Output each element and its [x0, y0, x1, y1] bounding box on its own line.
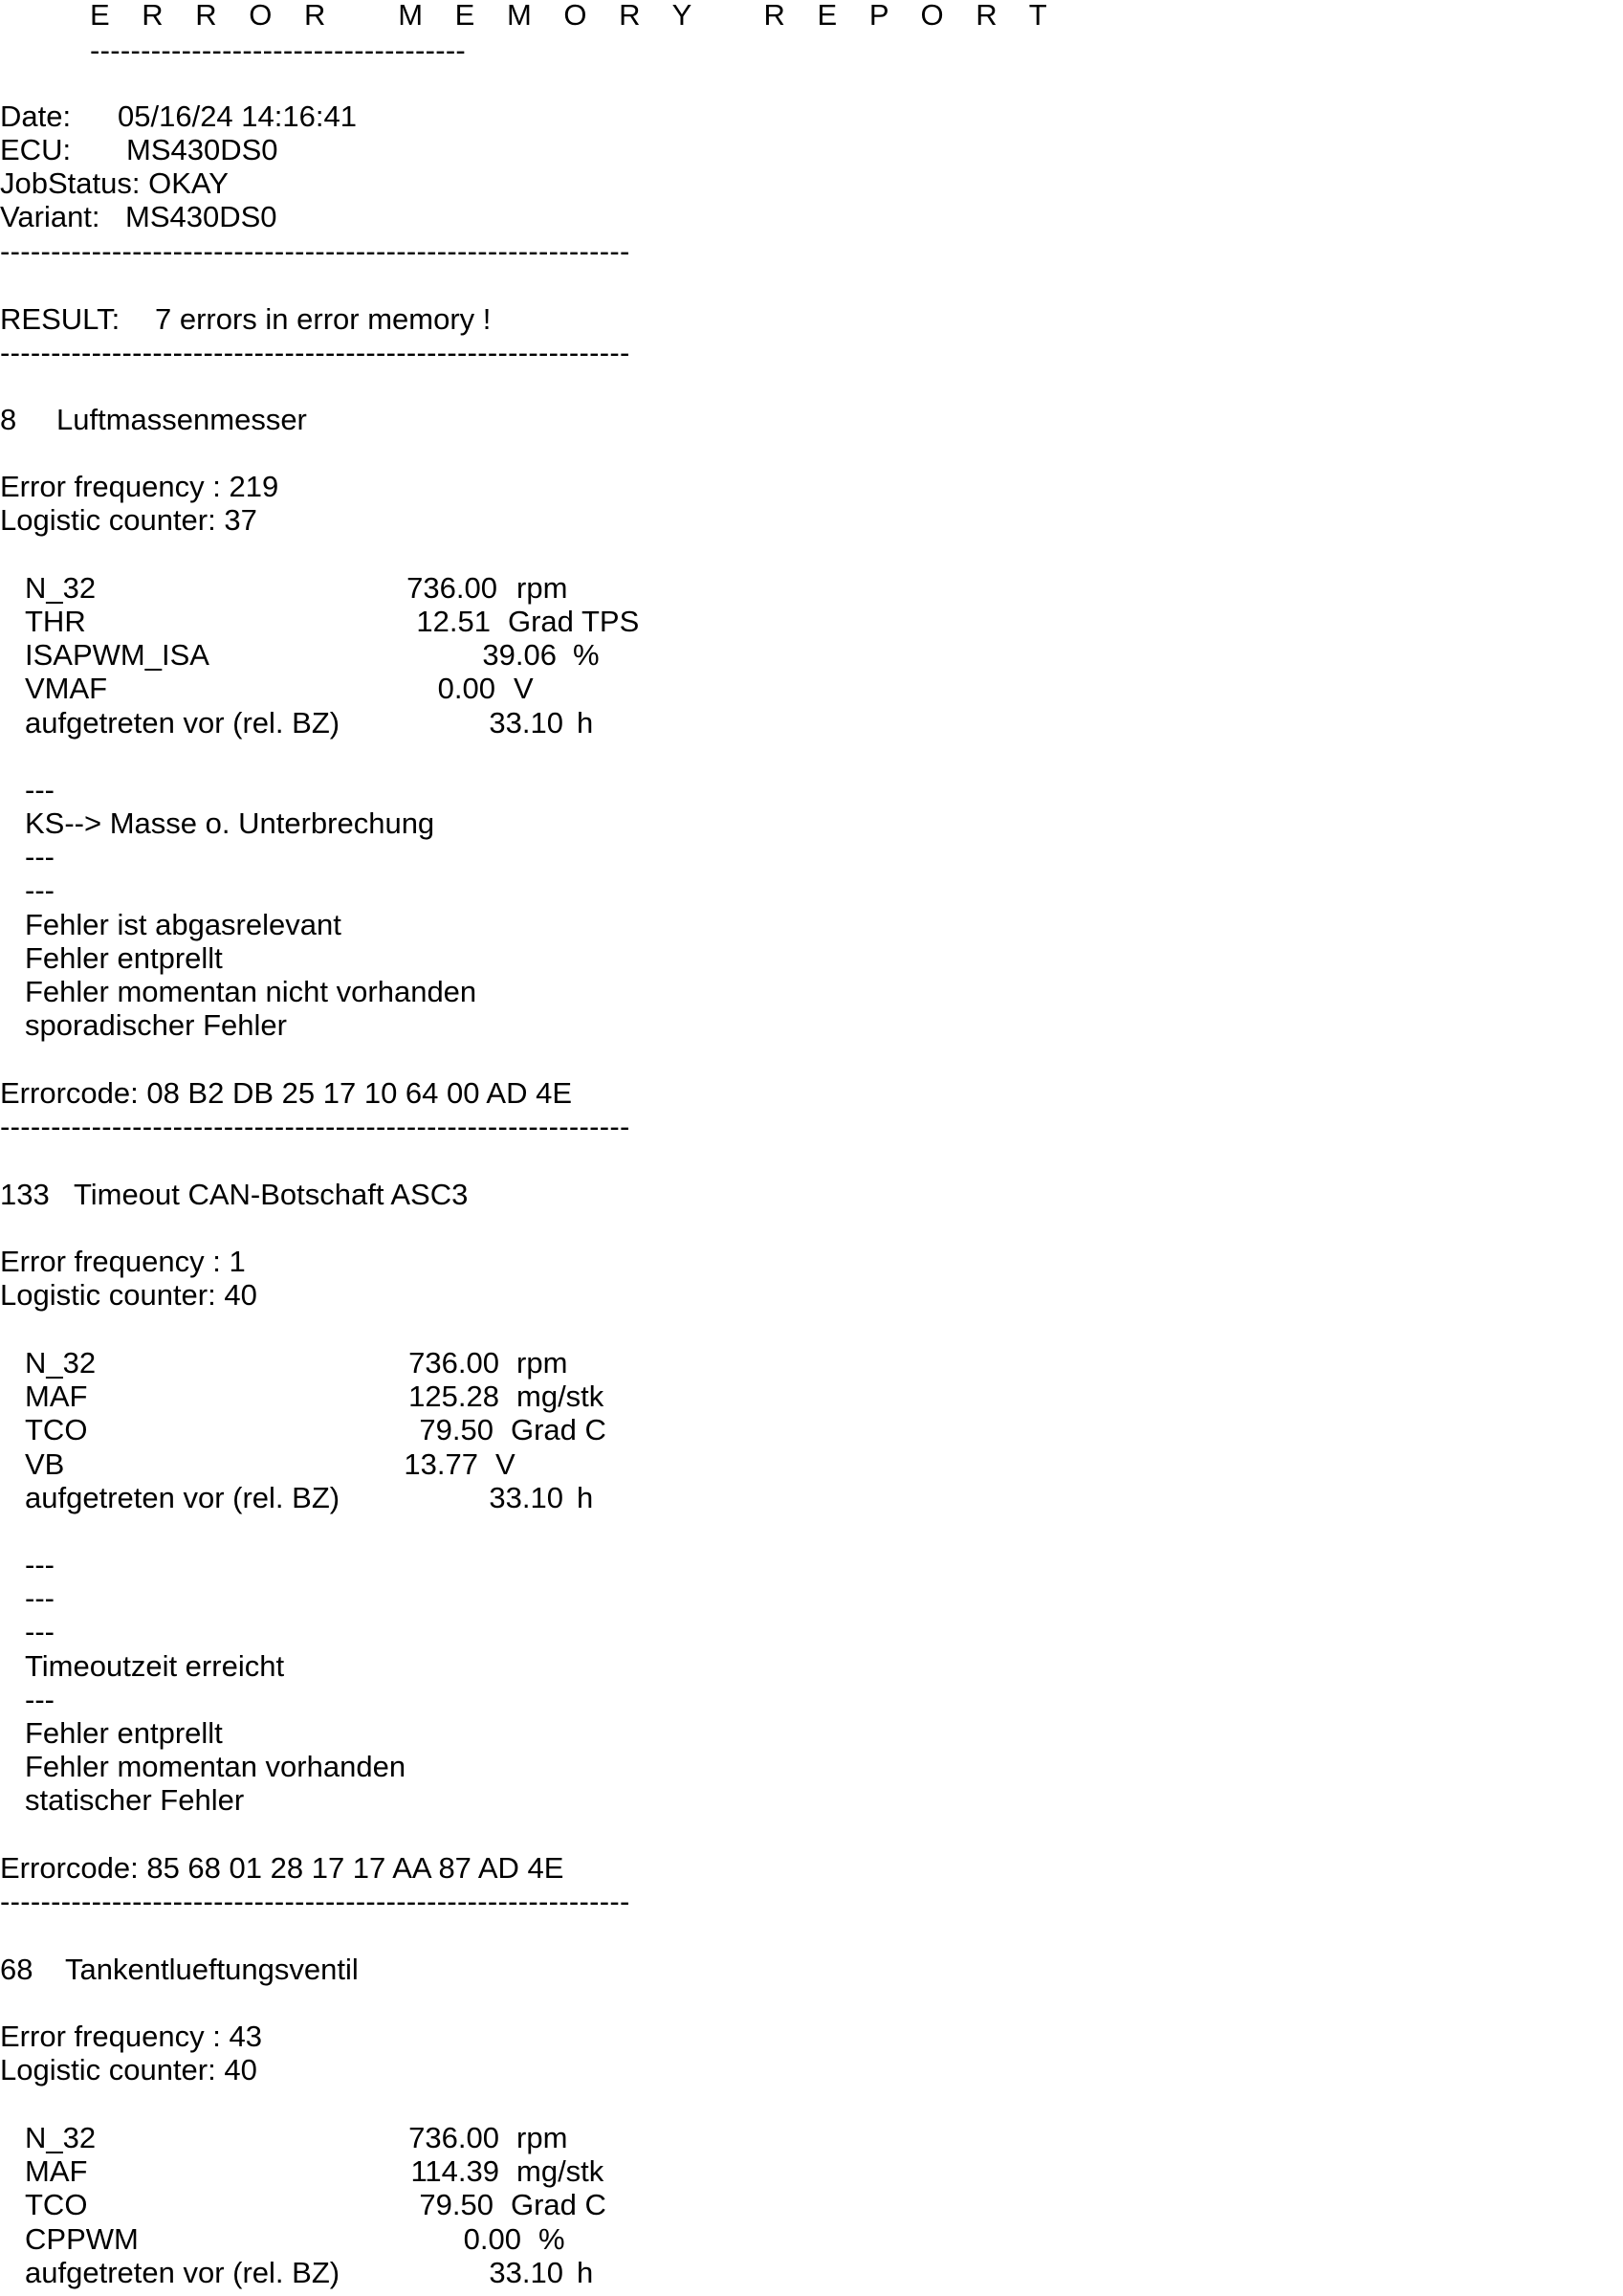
param-unit: rpm [516, 1346, 568, 1380]
error-note: --- [25, 873, 55, 907]
error-note: KS--> Masse o. Unterbrechung [25, 806, 435, 840]
param-name: TCO [25, 1413, 88, 1446]
separator: -------------------------------------------------------------- [0, 336, 630, 369]
param-value: 736.00 [408, 1346, 499, 1380]
error-frequency: Error frequency : 43 [0, 2020, 262, 2053]
param-unit: h [577, 2256, 594, 2289]
param-value: 33.10 [489, 2256, 563, 2289]
param-unit: rpm [516, 571, 568, 605]
error-note: --- [25, 1548, 55, 1581]
param-name: N_32 [25, 1346, 97, 1380]
separator: -------------------------------------------------------------- [0, 1110, 630, 1143]
param-name: TCO [25, 2188, 88, 2221]
param-name: VB [25, 1447, 65, 1481]
param-value: 0.00 [437, 672, 495, 705]
error-code-hex: Errorcode: 85 68 01 28 17 17 AA 87 AD 4E [0, 1851, 564, 1885]
job-status: JobStatus: OKAY [0, 166, 229, 200]
title-underline: ------------------------------------- [90, 33, 467, 67]
param-unit: h [577, 706, 594, 740]
param-value: 39.06 [482, 638, 557, 672]
ecu-label: ECU: [0, 133, 72, 166]
error-frequency: Error frequency : 1 [0, 1245, 246, 1278]
error-note: --- [25, 1683, 55, 1716]
error-note: statischer Fehler [25, 1783, 245, 1817]
param-unit: Grad TPS [508, 605, 640, 638]
error-note: Fehler ist abgasrelevant [25, 908, 341, 941]
error-name: Timeout CAN-Botschaft ASC3 [74, 1178, 469, 1211]
param-value: 33.10 [489, 706, 563, 740]
param-name: N_32 [25, 571, 97, 605]
param-unit: % [573, 638, 600, 672]
error-note: Fehler momentan vorhanden [25, 1750, 406, 1783]
error-note: Fehler entprellt [25, 1716, 223, 1750]
error-name: Luftmassenmesser [56, 403, 307, 436]
error-note: --- [25, 1615, 55, 1648]
error-name: Tankentlueftungsventil [65, 1953, 359, 1986]
error-note: Fehler entprellt [25, 941, 223, 975]
error-note: --- [25, 1581, 55, 1615]
param-value: 125.28 [408, 1380, 499, 1413]
error-note: Timeoutzeit erreicht [25, 1649, 285, 1683]
error-note: --- [25, 773, 55, 806]
param-unit: V [514, 672, 534, 705]
separator: -------------------------------------------------------------- [0, 1885, 630, 1918]
param-value: 13.77 [404, 1447, 478, 1481]
param-unit: V [495, 1447, 515, 1481]
param-name: aufgetreten vor (rel. BZ) [25, 706, 340, 740]
error-code-hex: Errorcode: 08 B2 DB 25 17 10 64 00 AD 4E [0, 1076, 572, 1110]
result-label: RESULT: [0, 302, 121, 336]
param-name: ISAPWM_ISA [25, 638, 209, 672]
error-code-number: 133 [0, 1178, 50, 1211]
param-name: THR [25, 605, 86, 638]
logistic-counter: Logistic counter: 40 [0, 1278, 257, 1312]
logistic-counter: Logistic counter: 37 [0, 503, 257, 537]
report-title: E R R O R M E M O R Y R E P O R T [90, 0, 1060, 32]
param-unit: mg/stk [516, 1380, 604, 1413]
logistic-counter: Logistic counter: 40 [0, 2053, 257, 2086]
param-value: 79.50 [419, 1413, 493, 1446]
param-unit: % [538, 2222, 565, 2256]
param-value: 79.50 [419, 2188, 493, 2221]
param-unit: Grad C [511, 1413, 606, 1446]
param-name: MAF [25, 1380, 88, 1413]
param-value: 736.00 [408, 2121, 499, 2154]
param-unit: rpm [516, 2121, 568, 2154]
param-value: 12.51 [416, 605, 491, 638]
date-label: Date: [0, 99, 72, 133]
param-name: aufgetreten vor (rel. BZ) [25, 1481, 340, 1514]
error-code-number: 8 [0, 403, 17, 436]
error-code-number: 68 [0, 1953, 33, 1986]
param-unit: Grad C [511, 2188, 606, 2221]
param-value: 33.10 [489, 1481, 563, 1514]
result-value: 7 errors in error memory ! [155, 302, 492, 336]
separator: -------------------------------------------------------------- [0, 234, 630, 268]
error-note: sporadischer Fehler [25, 1008, 287, 1042]
param-value: 114.39 [410, 2154, 499, 2188]
error-note: --- [25, 840, 55, 873]
param-name: N_32 [25, 2121, 97, 2154]
param-unit: mg/stk [516, 2154, 604, 2188]
param-value: 736.00 [406, 571, 497, 605]
error-frequency: Error frequency : 219 [0, 470, 279, 503]
ecu-value: MS430DS0 [126, 133, 278, 166]
param-name: aufgetreten vor (rel. BZ) [25, 2256, 340, 2289]
date-value: 05/16/24 14:16:41 [118, 99, 357, 133]
param-value: 0.00 [463, 2222, 521, 2256]
error-note: Fehler momentan nicht vorhanden [25, 975, 477, 1008]
param-name: MAF [25, 2154, 88, 2188]
variant-label: Variant: [0, 200, 100, 233]
variant-value: MS430DS0 [125, 200, 277, 233]
param-name: CPPWM [25, 2222, 139, 2256]
param-name: VMAF [25, 672, 108, 705]
param-unit: h [577, 1481, 594, 1514]
